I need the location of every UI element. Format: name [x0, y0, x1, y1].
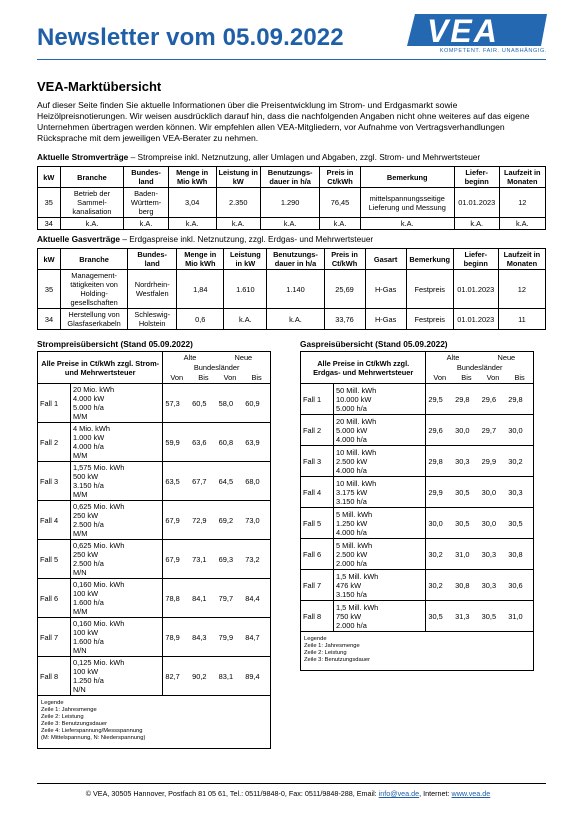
- gaspreis-vonbis-cell: Bis: [506, 372, 533, 384]
- section-title: VEA-Marktübersicht: [37, 79, 162, 94]
- strompreis-fall-info: [71, 657, 163, 696]
- strom-header-cell: Liefer-beginn: [454, 167, 499, 188]
- strom-header-row: [38, 167, 546, 188]
- strompreis-value: 79,7: [217, 579, 244, 618]
- strompreis-row: [38, 618, 271, 657]
- gaspreis-info-line: 3.150 h/a: [336, 589, 367, 599]
- gaspreis-value: 30,0: [480, 477, 507, 508]
- strom-cell: k.A.: [168, 218, 216, 230]
- strompreis-fall-info: [71, 618, 163, 657]
- gas-cell: 0,6: [177, 309, 224, 330]
- strompreis-row: [38, 579, 271, 618]
- strompreis-legend-line: Zeile 2: Leistung: [41, 714, 84, 720]
- gas-cell: 33,76: [324, 309, 365, 330]
- gas-title-rest: – Erdgaspreise inkl. Netznutzung, zzgl. Erdgas- und Mehrwertsteuer: [120, 234, 374, 244]
- gas-title-bold: Aktuelle Gasverträge: [37, 234, 121, 244]
- strompreis-value: 67,9: [163, 540, 190, 579]
- strompreis-head-label: Alle Preise in Ct/kWh zzgl. Strom- und Mehrwertsteuer: [38, 352, 163, 384]
- gaspreis-legend-line: Zeile 2: Leistung: [304, 650, 347, 656]
- gaspreis-legend-line: Zeile 3: Benutzungsdauer: [304, 657, 371, 663]
- strompreis-info-line: 20 Mio. kWh: [73, 385, 115, 394]
- strompreis-value: 73,1: [190, 540, 217, 579]
- strompreis-value: 89,4: [243, 657, 270, 696]
- strompreis-value: 64,5: [217, 462, 244, 501]
- gaspreis-info-line: 10.000 kW: [336, 394, 372, 404]
- strompreis-info-line: 250 kW: [73, 511, 99, 520]
- strompreis-info-line: 1.250 h/a: [73, 676, 104, 685]
- gas-cell: Schleswig-Holstein: [128, 309, 177, 330]
- gaspreis-value: 30,5: [453, 477, 480, 508]
- gaspreis-fall-info: [334, 570, 426, 601]
- gaspreis-row: [301, 539, 534, 570]
- gaspreis-fall-info: [334, 601, 426, 632]
- gaspreis-head-label: Alle Preise in Ct/kWh zzgl. Erdgas- und Mehrwertsteuer: [301, 352, 426, 384]
- strompreis-value: 63,9: [243, 423, 270, 462]
- gaspreis-info-line: 4.000 h/a: [336, 465, 367, 475]
- gas-cell: Festpreis: [406, 270, 453, 309]
- gaspreis-value: 29,8: [426, 446, 453, 477]
- strompreis-vonbis-cell: Von: [217, 372, 244, 384]
- strom-cell: 3,04: [168, 188, 216, 218]
- strompreis-info-line: 0,160 Mio. kWh: [73, 580, 125, 589]
- gaspreis-value: 31,3: [453, 601, 480, 632]
- gaspreis-legend-line: Legende: [304, 636, 327, 642]
- gas-header-cell: Bemerkung: [406, 249, 453, 270]
- gaspreis-info-line: 2.000 h/a: [336, 620, 367, 630]
- gas-cell: 01.01.2023: [453, 270, 498, 309]
- gaspreis-info-line: 5.000 kW: [336, 425, 368, 435]
- gaspreis-info-line: 4.000 h/a: [336, 434, 367, 444]
- footer: [0, 789, 576, 798]
- gaspreis-head-row: [301, 352, 534, 364]
- strom-cell: k.A.: [60, 218, 124, 230]
- gaspreis-value: 30,0: [426, 508, 453, 539]
- gaspreis-info-line: 20 Mill. kWh: [336, 416, 377, 426]
- gaspreis-row: [301, 570, 534, 601]
- strompreis-legend-line: Zeile 3: Benutzungsdauer: [41, 721, 108, 727]
- strompreis-legend: [38, 696, 271, 749]
- strompreis-legend-row: [38, 696, 271, 749]
- strompreis-info-line: 4.000 kW: [73, 394, 105, 403]
- gas-header-cell: Leistung in kW: [224, 249, 267, 270]
- strompreis-value: 73,2: [243, 540, 270, 579]
- strompreis-value: 60,9: [243, 384, 270, 423]
- strompreis-value: 72,9: [190, 501, 217, 540]
- strompreis-vonbis-cell: Bis: [243, 372, 270, 384]
- gas-cell: k.A.: [267, 309, 324, 330]
- gaspreis-title: Gaspreisübersicht (Stand 05.09.2022): [300, 339, 448, 349]
- strom-header-cell: Bemerkung: [360, 167, 454, 188]
- strompreis-value: 57,3: [163, 384, 190, 423]
- gaspreis-value: 30,3: [506, 477, 533, 508]
- gaspreis-value: 30,5: [453, 508, 480, 539]
- strompreis-value: 84,7: [243, 618, 270, 657]
- gaspreis-fall-label: Fall 4: [301, 477, 334, 508]
- gaspreis-value: 29,8: [453, 384, 480, 415]
- gaspreis-info-line: 3.175 kW: [336, 487, 368, 497]
- gaspreis-value: 29,8: [506, 384, 533, 415]
- gaspreis-vonbis-cell: Bis: [453, 372, 480, 384]
- gaspreis-value: 30,0: [480, 508, 507, 539]
- strompreis-info-line: M/M: [73, 451, 88, 460]
- gas-section-title: [37, 234, 373, 244]
- gas-row: [38, 309, 546, 330]
- gaspreis-row: [301, 446, 534, 477]
- gas-cell: 1.140: [267, 270, 324, 309]
- gaspreis-info-line: 476 kW: [336, 580, 362, 590]
- strompreis-value: 82,7: [163, 657, 190, 696]
- header-divider: [37, 59, 546, 60]
- strompreis-value: 67,9: [163, 501, 190, 540]
- newsletter-title: Newsletter vom 05.09.2022: [37, 24, 344, 51]
- gaspreis-value: 30,3: [480, 570, 507, 601]
- strompreis-fall-label: Fall 3: [38, 462, 71, 501]
- strompreis-value: 59,9: [163, 423, 190, 462]
- strompreis-info-line: 4 Mio. kWh: [73, 424, 110, 433]
- gaspreis-vonbis-cell: Von: [480, 372, 507, 384]
- strompreis-legend-line: Zeile 1: Jahresmenge: [41, 707, 97, 713]
- strom-header-cell: Menge in Mio kWh: [168, 167, 216, 188]
- strom-row: [38, 188, 546, 218]
- strom-cell: k.A.: [499, 218, 545, 230]
- strom-row: [38, 218, 546, 230]
- gaspreis-info-line: 3.150 h/a: [336, 496, 367, 506]
- strom-cell: k.A.: [260, 218, 319, 230]
- strom-title-bold: Aktuelle Stromverträge: [37, 152, 129, 162]
- strompreis-alte: Alte: [183, 353, 197, 362]
- logo-text: VEA: [427, 14, 499, 46]
- gaspreis-value: 31,0: [506, 601, 533, 632]
- gaspreis-fall-info: [334, 446, 426, 477]
- gas-cell: 25,69: [324, 270, 365, 309]
- strompreis-info-line: M/M: [73, 529, 88, 538]
- strom-header-cell: Leistung in kW: [216, 167, 260, 188]
- strompreis-value: 73,0: [243, 501, 270, 540]
- strompreis-value: 63,6: [190, 423, 217, 462]
- strompreis-info-line: 2.500 h/a: [73, 520, 104, 529]
- strompreis-vonbis-cell: Von: [163, 372, 190, 384]
- gaspreis-fall-label: Fall 7: [301, 570, 334, 601]
- gas-cell: 12: [498, 270, 545, 309]
- footer-divider: [37, 783, 546, 784]
- gaspreis-value: 29,6: [480, 384, 507, 415]
- gas-header-cell: Liefer-beginn: [453, 249, 498, 270]
- footer-sep: , Internet:: [419, 789, 452, 798]
- strompreis-value: 68,0: [243, 462, 270, 501]
- gaspreis-table: [300, 351, 534, 671]
- strompreis-fall-info: [71, 423, 163, 462]
- gas-header-cell: Benutzungs-dauer in h/a: [267, 249, 324, 270]
- gas-cell: H-Gas: [365, 309, 406, 330]
- vea-logo-graphic: [407, 14, 547, 46]
- gaspreis-value: 30,5: [480, 601, 507, 632]
- gaspreis-info-line: 10 Mill. kWh: [336, 478, 377, 488]
- strompreis-info-line: 0,625 Mio. kWh: [73, 502, 125, 511]
- gaspreis-value: 30,3: [480, 539, 507, 570]
- strompreis-fall-label: Fall 5: [38, 540, 71, 579]
- strompreis-fall-label: Fall 4: [38, 501, 71, 540]
- gaspreis-row: [301, 601, 534, 632]
- strompreis-row: [38, 462, 271, 501]
- gas-contracts-table: [37, 248, 546, 330]
- gaspreis-info-line: 5.000 h/a: [336, 403, 367, 413]
- gas-cell: 11: [498, 309, 545, 330]
- strom-header-cell: Preis in Ct/kWh: [320, 167, 360, 188]
- gaspreis-value: 30,5: [426, 601, 453, 632]
- strompreis-fall-label: Fall 6: [38, 579, 71, 618]
- gaspreis-vonbis-cell: Von: [426, 372, 453, 384]
- strom-cell: k.A.: [124, 218, 168, 230]
- gaspreis-info-line: 50 Mill. kWh: [336, 385, 377, 395]
- strompreis-legend-line: Legende: [41, 700, 64, 706]
- strom-header-cell: Benutzungs-dauer in h/a: [260, 167, 319, 188]
- strompreis-fall-info: [71, 384, 163, 423]
- gas-header-cell: Branche: [61, 249, 128, 270]
- strom-cell: 2.350: [216, 188, 260, 218]
- strompreis-value: 58,0: [217, 384, 244, 423]
- strom-cell: Baden-Württem-berg: [124, 188, 168, 218]
- gaspreis-row: [301, 508, 534, 539]
- strom-cell: 1.290: [260, 188, 319, 218]
- gaspreis-fall-label: Fall 2: [301, 415, 334, 446]
- strompreis-info-line: M/N: [73, 646, 87, 655]
- gaspreis-info-line: 2.000 h/a: [336, 558, 367, 568]
- strompreis-row: [38, 384, 271, 423]
- gaspreis-fall-info: [334, 477, 426, 508]
- strompreis-fall-info: [71, 540, 163, 579]
- gaspreis-value: 30,2: [506, 446, 533, 477]
- gas-header-cell: Menge in Mio kWh: [177, 249, 224, 270]
- strom-cell: k.A.: [360, 218, 454, 230]
- strompreis-info-line: 100 kW: [73, 628, 99, 637]
- footer-web-link[interactable]: www.vea.de: [451, 789, 491, 798]
- strompreis-title: Strompreisübersicht (Stand 05.09.2022): [37, 339, 193, 349]
- strompreis-value: 78,9: [163, 618, 190, 657]
- strompreis-legend-line: (M: Mittelspannung, N: Niederspannung): [41, 735, 146, 741]
- gaspreis-info-line: 2.500 kW: [336, 456, 368, 466]
- strom-cell: Betrieb der Sammel-kanalisation: [60, 188, 124, 218]
- strompreis-head-row: [38, 352, 271, 364]
- gaspreis-info-line: 1.250 kW: [336, 518, 368, 528]
- gaspreis-row: [301, 415, 534, 446]
- strompreis-fall-label: Fall 8: [38, 657, 71, 696]
- gaspreis-value: 30,2: [426, 570, 453, 601]
- gaspreis-legend-row: [301, 632, 534, 671]
- strompreis-info-line: 2.500 h/a: [73, 559, 104, 568]
- strompreis-fall-label: Fall 7: [38, 618, 71, 657]
- strompreis-bundeslaender: Bundesländer: [193, 363, 240, 372]
- gas-header-cell: Preis in Ct/kWh: [324, 249, 365, 270]
- gas-cell: 01.01.2023: [453, 309, 498, 330]
- gaspreis-row: [301, 477, 534, 508]
- strompreis-value: 83,1: [217, 657, 244, 696]
- strom-cell: 34: [38, 218, 61, 230]
- strom-cell: 01.01.2023: [454, 188, 499, 218]
- gas-cell: Nordrhein-Westfalen: [128, 270, 177, 309]
- gaspreis-fall-label: Fall 6: [301, 539, 334, 570]
- strompreis-table: [37, 351, 271, 749]
- strompreis-info-line: M/M: [73, 412, 88, 421]
- gas-cell: Herstellung von Glasfaserkabeln: [61, 309, 128, 330]
- strompreis-info-line: 1.600 h/a: [73, 598, 104, 607]
- gas-cell: Festpreis: [406, 309, 453, 330]
- strompreis-info-line: 100 kW: [73, 589, 99, 598]
- gaspreis-info-line: 1,5 Mill. kWh: [336, 571, 379, 581]
- strompreis-value: 84,1: [190, 579, 217, 618]
- gas-cell: 35: [38, 270, 61, 309]
- gas-header-row: [38, 249, 546, 270]
- strompreis-neue: Neue: [234, 353, 253, 362]
- gaspreis-value: 30,0: [453, 415, 480, 446]
- strompreis-info-line: M/M: [73, 490, 88, 499]
- gaspreis-neue: Neue: [497, 353, 516, 362]
- intro-text: Auf dieser Seite finden Sie aktuelle Informationen über die Preisentwicklung im Strom- und Erdgasmarkt sowie Heizölpreisnotierungen. Wir weisen ausdrücklich darauf hin, dass die nachfolgenden Angaben nicht ohne weiteres auf das eigene Unternehmen übertragen werden können. Wir empfehlen allen VEA-Mitgliedern, vor Aufnahme von Vertragsverhandlungen Rücksprache mit dem jeweiligen VEA-Berater zu nehmen.: [37, 100, 530, 143]
- gas-cell: 1.610: [224, 270, 267, 309]
- strompreis-value: 67,7: [190, 462, 217, 501]
- gaspreis-value: 29,9: [480, 446, 507, 477]
- gaspreis-value: 30,5: [506, 508, 533, 539]
- gaspreis-fall-label: Fall 1: [301, 384, 334, 415]
- strompreis-value: 90,2: [190, 657, 217, 696]
- strom-title-rest: – Strompreise inkl. Netznutzung, aller Umlagen und Abgaben, zzgl. Strom- und Mehrwertsteuer: [128, 152, 481, 162]
- strom-cell: k.A.: [320, 218, 360, 230]
- gas-header-cell: Gasart: [365, 249, 406, 270]
- gas-cell: 1,84: [177, 270, 224, 309]
- strompreis-info-line: 0,625 Mio. kWh: [73, 541, 125, 550]
- gaspreis-fall-label: Fall 3: [301, 446, 334, 477]
- strompreis-info-line: 500 kW: [73, 472, 99, 481]
- logo-tagline: KOMPETENT. FAIR. UNABHÄNGIG.: [439, 48, 547, 54]
- gaspreis-info-line: 1,5 Mill. kWh: [336, 602, 379, 612]
- strompreis-info-line: 1.600 h/a: [73, 637, 104, 646]
- strom-header-cell: Bundes-land: [124, 167, 168, 188]
- gas-cell: k.A.: [224, 309, 267, 330]
- gaspreis-bundeslaender: Bundesländer: [456, 363, 503, 372]
- gaspreis-fall-info: [334, 508, 426, 539]
- strom-header-cell: Laufzeit in Monaten: [499, 167, 545, 188]
- gaspreis-fall-info: [334, 415, 426, 446]
- strompreis-info-line: N/N: [73, 685, 86, 694]
- strom-header-cell: kW: [38, 167, 61, 188]
- strompreis-fall-info: [71, 501, 163, 540]
- strom-header-cell: Branche: [60, 167, 124, 188]
- gaspreis-value: 29,7: [480, 415, 507, 446]
- gaspreis-value: 29,9: [426, 477, 453, 508]
- gaspreis-fall-label: Fall 5: [301, 508, 334, 539]
- strompreis-info-line: 0,160 Mio. kWh: [73, 619, 125, 628]
- gas-header-cell: kW: [38, 249, 61, 270]
- strompreis-row: [38, 657, 271, 696]
- strompreis-value: 60,5: [190, 384, 217, 423]
- gas-header-cell: Bundes-land: [128, 249, 177, 270]
- strompreis-info-line: 1,575 Mio. kWh: [73, 463, 125, 472]
- strompreis-info-line: 3.150 h/a: [73, 481, 104, 490]
- strompreis-fall-info: [71, 579, 163, 618]
- strompreis-value: 84,4: [243, 579, 270, 618]
- strompreis-fall-label: Fall 2: [38, 423, 71, 462]
- gaspreis-value: 29,6: [426, 415, 453, 446]
- gas-header-cell: Laufzeit in Monaten: [498, 249, 545, 270]
- strompreis-value: 69,3: [217, 540, 244, 579]
- gaspreis-fall-label: Fall 8: [301, 601, 334, 632]
- strom-cell: 76,45: [320, 188, 360, 218]
- gas-row: [38, 270, 546, 309]
- strom-contracts-table: [37, 166, 546, 230]
- strom-cell: k.A.: [454, 218, 499, 230]
- strompreis-value: 69,2: [217, 501, 244, 540]
- strompreis-row: [38, 423, 271, 462]
- strompreis-info-line: 5.000 h/a: [73, 403, 104, 412]
- gaspreis-value: 30,0: [506, 415, 533, 446]
- gaspreis-info-line: 750 kW: [336, 611, 362, 621]
- gaspreis-value: 30,6: [506, 570, 533, 601]
- gaspreis-value: 30,2: [426, 539, 453, 570]
- gaspreis-value: 30,8: [506, 539, 533, 570]
- strompreis-info-line: 1.000 kW: [73, 433, 105, 442]
- footer-email-link[interactable]: info@vea.de: [378, 789, 420, 798]
- footer-text: © VEA, 30505 Hannover, Postfach 81 05 61, Tel.: 0511/9848-0, Fax: 0511/9848-288, Email:: [85, 789, 379, 798]
- gaspreis-info-line: 5 Mill. kWh: [336, 509, 373, 519]
- strompreis-value: 60,8: [217, 423, 244, 462]
- gaspreis-value: 29,5: [426, 384, 453, 415]
- strompreis-info-line: 100 kW: [73, 667, 99, 676]
- strompreis-value: 78,8: [163, 579, 190, 618]
- gaspreis-info-line: 5 Mill. kWh: [336, 540, 373, 550]
- strompreis-vonbis-cell: Bis: [190, 372, 217, 384]
- strom-section-title: [37, 152, 480, 162]
- gaspreis-value: 30,8: [453, 570, 480, 601]
- strom-cell: 35: [38, 188, 61, 218]
- strompreis-info-line: M/M: [73, 607, 88, 616]
- gaspreis-value: 31,0: [453, 539, 480, 570]
- strom-cell: 12: [499, 188, 545, 218]
- strompreis-value: 84,3: [190, 618, 217, 657]
- gaspreis-row: [301, 384, 534, 415]
- strompreis-info-line: 250 kW: [73, 550, 99, 559]
- strompreis-fall-info: [71, 462, 163, 501]
- strompreis-fall-label: Fall 1: [38, 384, 71, 423]
- gaspreis-fall-info: [334, 384, 426, 415]
- strompreis-info-line: 4.000 h/a: [73, 442, 104, 451]
- strompreis-row: [38, 501, 271, 540]
- gaspreis-value: 30,3: [453, 446, 480, 477]
- gas-cell: H-Gas: [365, 270, 406, 309]
- strompreis-info-line: 0,125 Mio. kWh: [73, 658, 125, 667]
- gaspreis-alte: Alte: [446, 353, 460, 362]
- strompreis-row: [38, 540, 271, 579]
- strom-cell: mittelspannungsseitige Lieferung und Messung: [360, 188, 454, 218]
- gaspreis-info-line: 2.500 kW: [336, 549, 368, 559]
- strom-cell: k.A.: [216, 218, 260, 230]
- gaspreis-info-line: 10 Mill. kWh: [336, 447, 377, 457]
- vea-logo: [407, 14, 547, 54]
- gaspreis-info-line: 4.000 h/a: [336, 527, 367, 537]
- gaspreis-fall-info: [334, 539, 426, 570]
- gaspreis-legend: [301, 632, 534, 671]
- gas-cell: Management-tätigkeiten von Holding-gesellschaften: [61, 270, 128, 309]
- strompreis-value: 63,5: [163, 462, 190, 501]
- strompreis-value: 79,9: [217, 618, 244, 657]
- gaspreis-legend-line: Zeile 1: Jahresmenge: [304, 643, 360, 649]
- strompreis-info-line: M/N: [73, 568, 87, 577]
- strompreis-legend-line: Zeile 4: Lieferspannung/Messspannung: [41, 728, 143, 734]
- gas-cell: 34: [38, 309, 61, 330]
